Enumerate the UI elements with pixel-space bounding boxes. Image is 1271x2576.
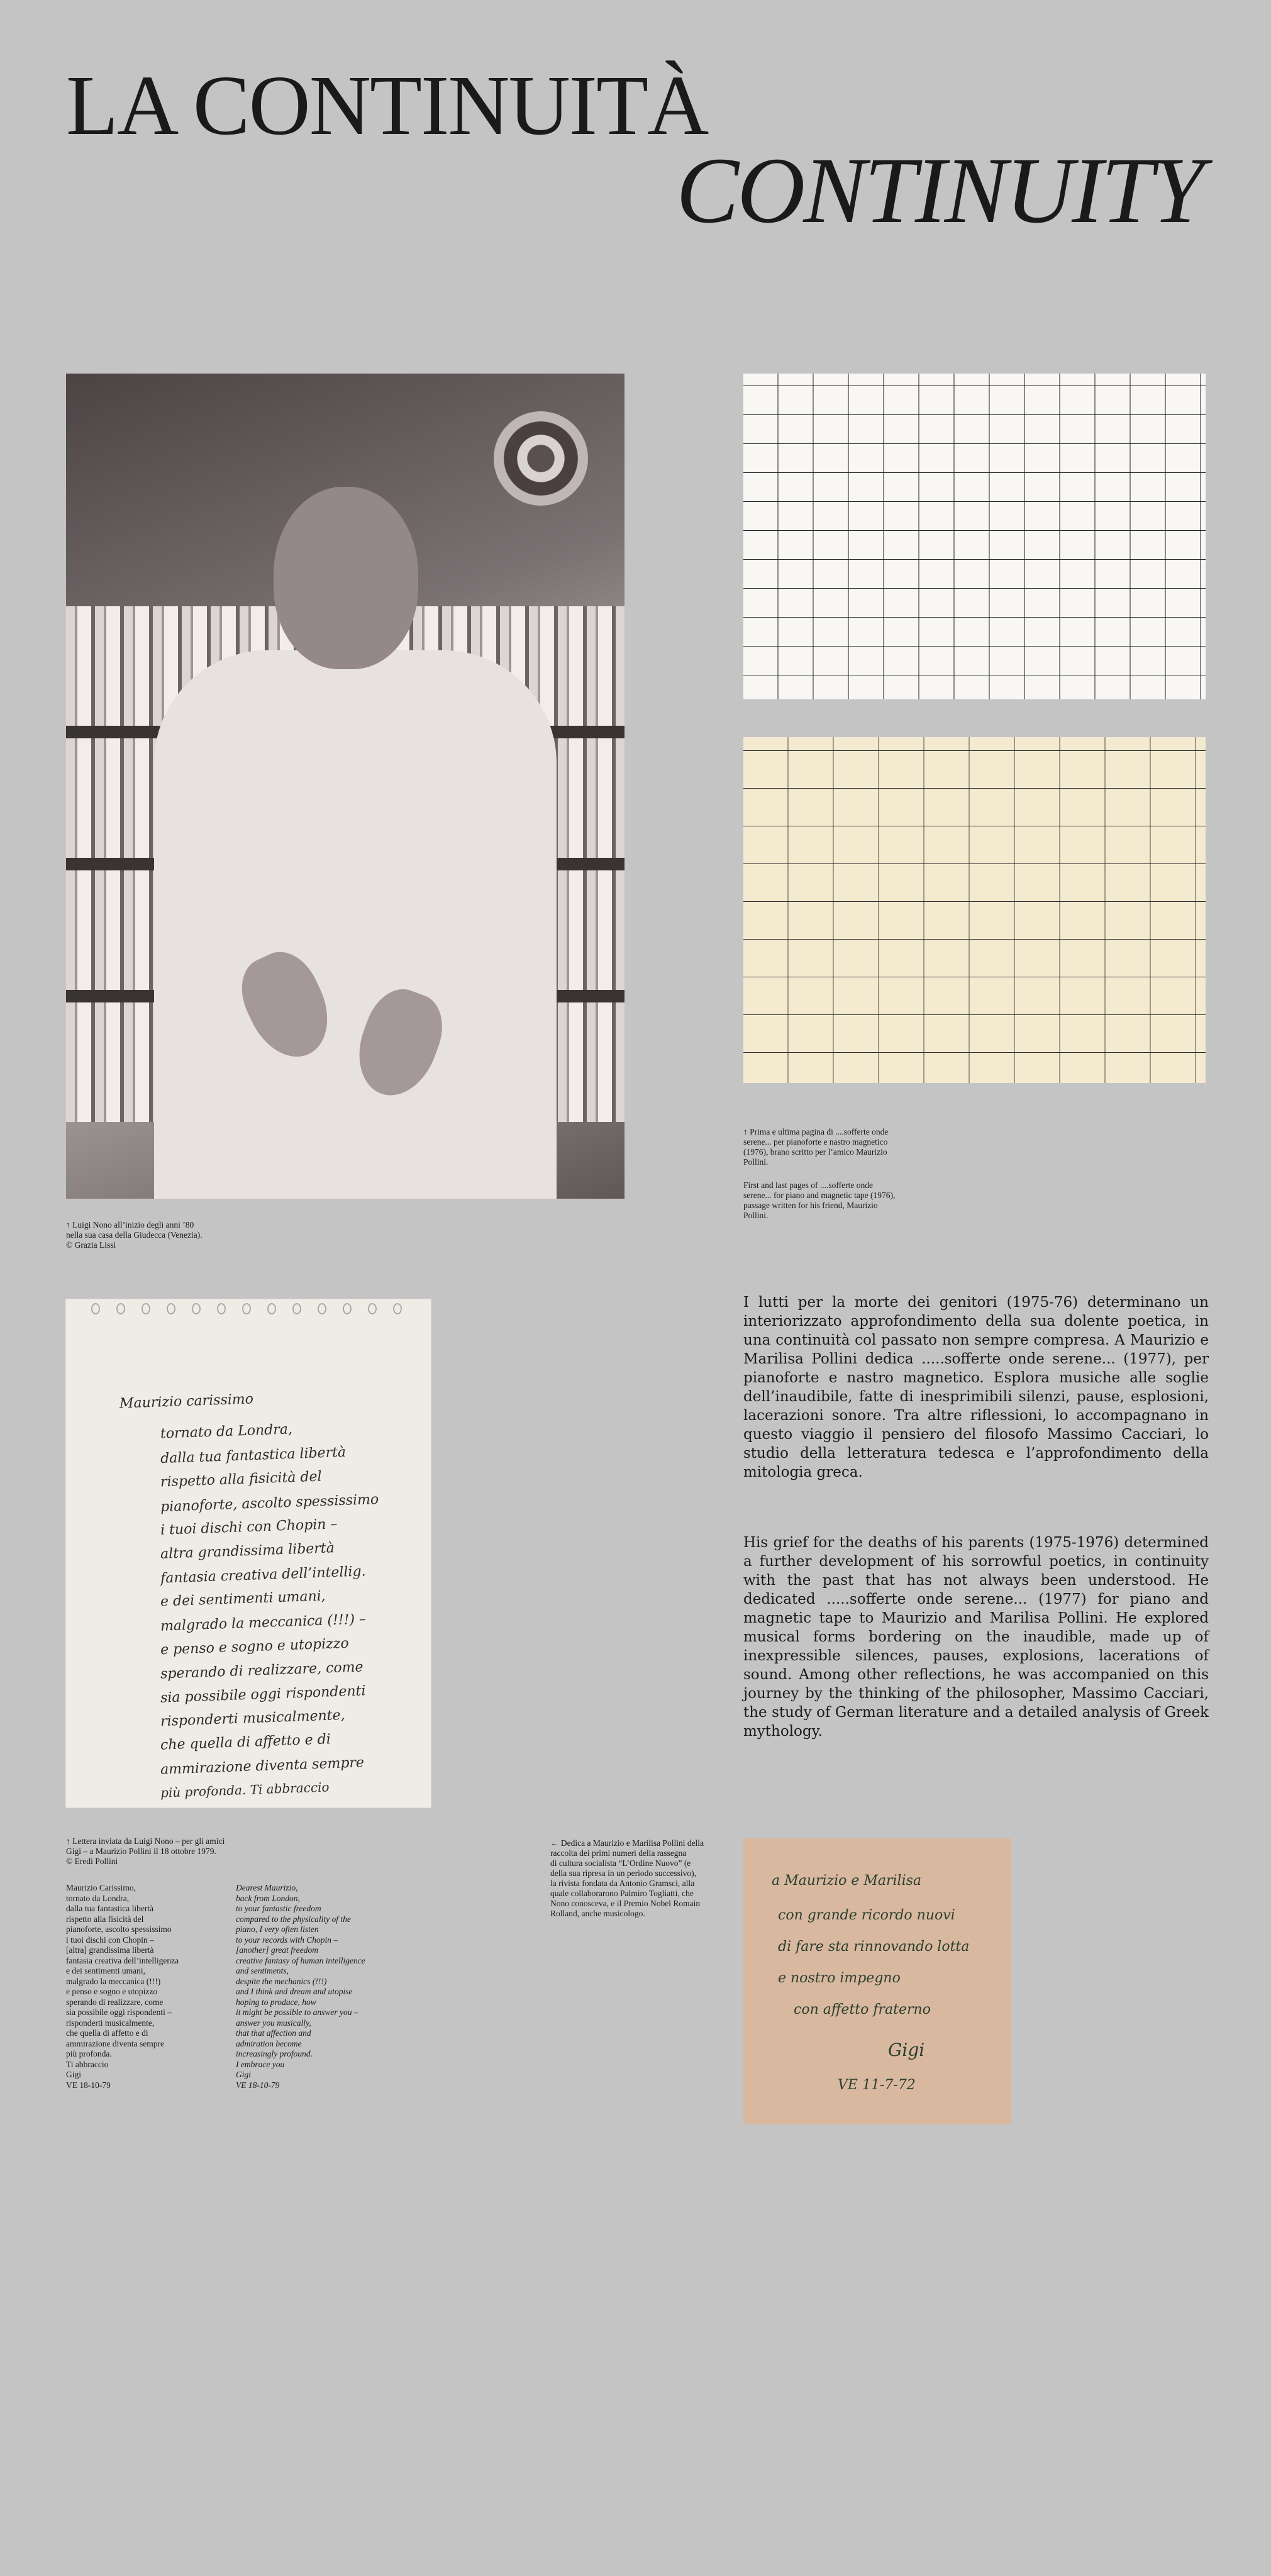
transcription-line: sperando di realizzare, come [66,1997,164,2007]
transcription-line: risponderti musicalmente, [66,2018,155,2028]
transcription-line: [another] great freedom [236,1945,318,1955]
transcription-line: compared to the physicality of the [236,1914,351,1924]
letter-handwriting-line: malgrado la meccanica (!!!) – [160,1611,367,1635]
dedication-caption-line: di cultura socialista “L’Ordine Nuovo” (e [550,1858,691,1868]
scores-caption-italian [743,1127,982,1167]
letter-handwriting-line: tornato da Londra, [160,1421,293,1442]
scores-caption-line: serene... for piano and magnetic tape (1976), [743,1191,896,1200]
scores-caption-line: serene... per pianoforte e nastro magnetico [743,1137,888,1146]
scores-caption-line: First and last pages of ....sofferte onde [743,1180,873,1190]
letter-handwriting-line: e penso e sogno e utopizzo [160,1635,350,1658]
transcription-line: Maurizio Carissimo, [66,1883,136,1892]
transcription-line: and sentiments, [236,1966,289,1975]
transcription-line: e dei sentimenti umani, [66,1966,145,1975]
letter-handwriting-line: e dei sentimenti umani, [160,1588,326,1610]
transcription-line: più profonda. [66,2049,112,2058]
dedication-caption-line: raccolta dei primi numeri della rassegna [550,1848,687,1858]
letter-handwriting-line: dalla tua fantastica libertà [160,1444,347,1467]
handwritten-letter [66,1299,431,1807]
body-text-english: His grief for the deaths of his parents (1975-1976) determined a further development of his sorrowful poetics, in continuity with the past that has not always been understood. He dedicated .....sofferte onde serene... (1977) for piano and magnetic tape to Maurizio and Marilisa Pollini. He explored musical forms bordering on the inaudible, made up of inexpressible silences, pauses, explosions, lacerations of sound. Among other reflections, he was accompanied on this journey by the thinking of the philosopher, Massimo Cacciari, the study of German literature and a detailed analysis of Greek mythology. [743,1535,1209,1740]
scores-caption-english [743,1180,982,1221]
transcription-line: dalla tua fantastica libertà [66,1904,154,1913]
dedication-caption-line: Nono conosceva, e il Premio Nobel Romain [550,1899,701,1908]
transcription-line: creative fantasy of human intelligence [236,1955,365,1965]
dedication-handwriting-line: Gigi [888,2040,925,2060]
dedication-caption [550,1838,733,1919]
letter-handwriting-line: altra grandissima libertà [160,1540,335,1562]
transcription-line: hoping to produce, how [236,1997,316,2007]
letter-handwriting-line: ammirazione diventa sempre [160,1755,365,1778]
transcription-line: that that affection and [236,2028,311,2038]
photo-caption-line: ↑ Luigi Nono all’inizio degli anni ’80 [66,1220,194,1230]
transcription-line: VE 18-10-79 [236,2080,280,2090]
transcription-line: and I think and dream and utopise [236,1987,353,1996]
letter-handwriting-line: fantasia creativa dell’intellig. [160,1563,366,1587]
transcription-line: [altra] grandissima libertà [66,1945,154,1955]
transcription-line: pianoforte, ascolto spessissimo [66,1924,172,1934]
transcription-line: Ti abbraccio [66,2059,109,2069]
dedication-caption-line: della sua ripresa in un periodo successivo), [550,1868,697,1878]
letter-handwriting-line: sperando di realizzare, come [160,1659,364,1682]
score-first-page [743,374,1206,699]
letter-handwriting-line: più profonda. Ti abbraccio [160,1779,330,1801]
score-last-page [743,737,1206,1083]
dedication-caption-line: ← Dedica a Maurizio e Marilisa Pollini della [550,1838,704,1848]
letter-handwriting-line: Maurizio carissimo [119,1391,254,1412]
transcription-line: sia possibile oggi rispondenti – [66,2007,172,2017]
scores-caption-line: Pollini. [743,1157,769,1167]
body-text-italian: I lutti per la morte dei genitori (1975-76) determinano un interiorizzato approfondimento della sua dolente poetica, in una continuità col passato non sempre compresa. A Maurizio e Marilisa Pollini dedica .....sofferte onde serene... (1977), per pianoforte e nastro magnetico. Esplora musiche alle soglie dell’inaudibile, fatte di inesprimibili silenzi, pause, esplosioni, lacerazioni sonore. Tra altre riflessioni, lo accompagnano in questo viaggio il pensiero del filosofo Massimo Cacciari, lo studio della letteratura tedesca e l’approfondimento della mitologia greca. [743,1294,1209,1480]
letter-handwriting-line: rispetto alla fisicità del [160,1468,322,1491]
scores-caption-line: Pollini. [743,1211,769,1220]
dedication-handwriting-line: con affetto fraterno [794,2002,931,2018]
transcription-line: VE 18-10-79 [66,2080,111,2090]
page-title-english: CONTINUITY [676,138,1202,243]
photo-caption-line: © Grazia Lissi [66,1240,116,1250]
transcription-line: answer you musically, [236,2018,311,2028]
transcription-line: piano, I very often listen [236,1924,319,1934]
dedication-handwriting-line: di fare sta rinnovando lotta [778,1939,970,1955]
scores-caption-line: ↑ Prima e ultima pagina di ....sofferte onde [743,1127,889,1136]
letter-caption [66,1836,318,1867]
transcription-line: increasingly profound. [236,2049,313,2058]
transcription-line: admiration become [236,2038,302,2048]
scores-caption-line: passage written for his friend, Maurizio [743,1201,878,1210]
letter-handwriting-line: i tuoi dischi con Chopin – [160,1516,338,1538]
transcription-line: Dearest Maurizio, [236,1883,298,1892]
letter-handwriting-line: sia possibile oggi rispondenti [160,1683,366,1706]
transcription-line: to your fantastic freedom [236,1904,321,1913]
photo-caption [66,1220,318,1250]
letter-transcription-english [236,1883,406,2090]
letter-handwriting-line: pianoforte, ascolto spessissimo [160,1491,379,1516]
letter-caption-line: Gigi – a Maurizio Pollini il 18 ottobre 1979. [66,1846,216,1856]
dedication-caption-line: quale collaborarono Palmiro Togliatti, che [550,1889,694,1898]
transcription-line: despite the mechanics (!!!) [236,1976,327,1986]
letter-handwriting-line: che quella di affetto e di [160,1731,331,1753]
letter-caption-line: ↑ Lettera inviata da Luigi Nono – per gli amici [66,1836,225,1846]
transcription-line: back from London, [236,1893,300,1903]
letter-handwriting-line: risponderti musicalmente, [160,1707,345,1730]
transcription-line: malgrado la meccanica (!!!) [66,1976,161,1986]
scores-caption-line: (1976), brano scritto per l’amico Maurizio [743,1147,887,1157]
transcription-line: tornato da Londra, [66,1893,130,1903]
transcription-line: rispetto alla fisicità del [66,1914,144,1924]
dedication-handwriting-line: con grande ricordo nuovi [778,1907,955,1923]
letter-caption-line: © Eredi Pollini [66,1857,118,1866]
handwritten-dedication [743,1838,1011,2124]
transcription-line: ammirazione diventa sempre [66,2038,164,2048]
dedication-handwriting-line: VE 11-7-72 [838,2077,916,2093]
portrait-photo [66,374,624,1199]
transcription-line: i tuoi dischi con Chopin – [66,1935,154,1945]
transcription-line: e penso e sogno e utopizzo [66,1987,158,1996]
transcription-line: che quella di affetto e di [66,2028,148,2038]
transcription-line: Gigi [236,2070,252,2079]
transcription-line: fantasia creativa dell’intelligenza [66,1955,179,1965]
letter-transcription-italian [66,1883,223,2090]
dedication-handwriting-line: a Maurizio e Marilisa [772,1873,922,1889]
transcription-line: I embrace you [236,2059,285,2069]
transcription-line: to your records with Chopin – [236,1935,338,1945]
dedication-caption-line: Rolland, anche musicologo. [550,1909,645,1918]
page-title-italian: LA CONTINUITÀ [66,58,708,153]
transcription-line: Gigi [66,2070,82,2079]
transcription-line: it might be possible to answer you – [236,2007,358,2017]
dedication-caption-line: la rivista fondata da Antonio Gramsci, alla [550,1879,695,1888]
photo-caption-line: nella sua casa della Giudecca (Venezia). [66,1230,203,1240]
dedication-handwriting-line: e nostro impegno [778,1970,901,1986]
